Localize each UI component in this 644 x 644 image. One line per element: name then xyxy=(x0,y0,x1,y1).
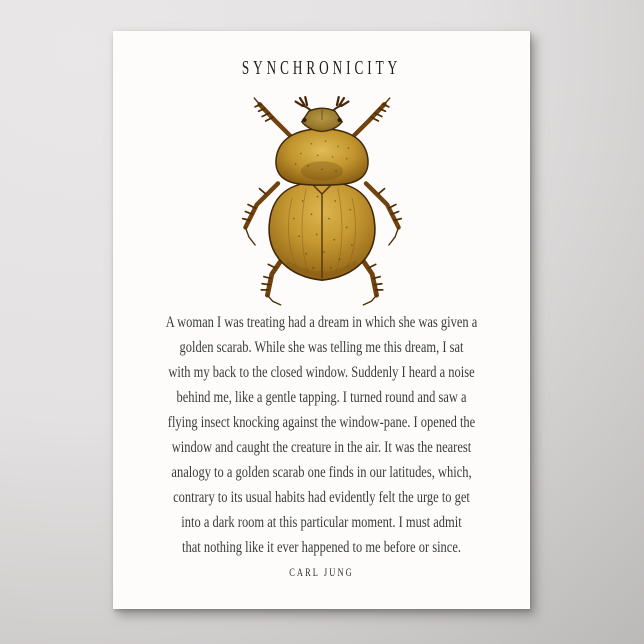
beetle-head xyxy=(301,108,341,132)
quote-line: analogy to a golden scarab one finds in our latitudes, which, xyxy=(171,464,472,481)
quote-line: that nothing like it ever happened to me before or since. xyxy=(182,539,461,556)
quote-line: A woman I was treating had a dream in which she was given a xyxy=(165,314,478,331)
quote-line: with my back to the closed window. Suddenly I heard a noise xyxy=(168,364,475,381)
beetle-pronotum xyxy=(275,129,367,185)
quote-line: golden scarab. While she was telling me this dream, I sat xyxy=(179,339,464,356)
quote-line: into a dark room at this particular moment. I must admit xyxy=(181,514,462,531)
quote-line: behind me, like a gentle tapping. I turned round and saw a xyxy=(176,389,467,406)
poster xyxy=(113,31,530,609)
quote-line: window and caught the creature in the air. It was the nearest xyxy=(171,439,472,456)
jung-quote xyxy=(159,310,484,560)
poster-title: SYNCHRONICITY xyxy=(241,57,402,79)
attribution: CARL JUNG xyxy=(289,565,354,579)
quote-line: flying insect knocking against the window-pane. I opened the xyxy=(167,414,476,431)
scarab-beetle-icon xyxy=(234,95,410,307)
scarab-beetle-illustration xyxy=(234,95,410,307)
quote-line: contrary to its usual habits had evidently felt the urge to get xyxy=(173,489,470,506)
beetle-elytra xyxy=(269,182,375,281)
